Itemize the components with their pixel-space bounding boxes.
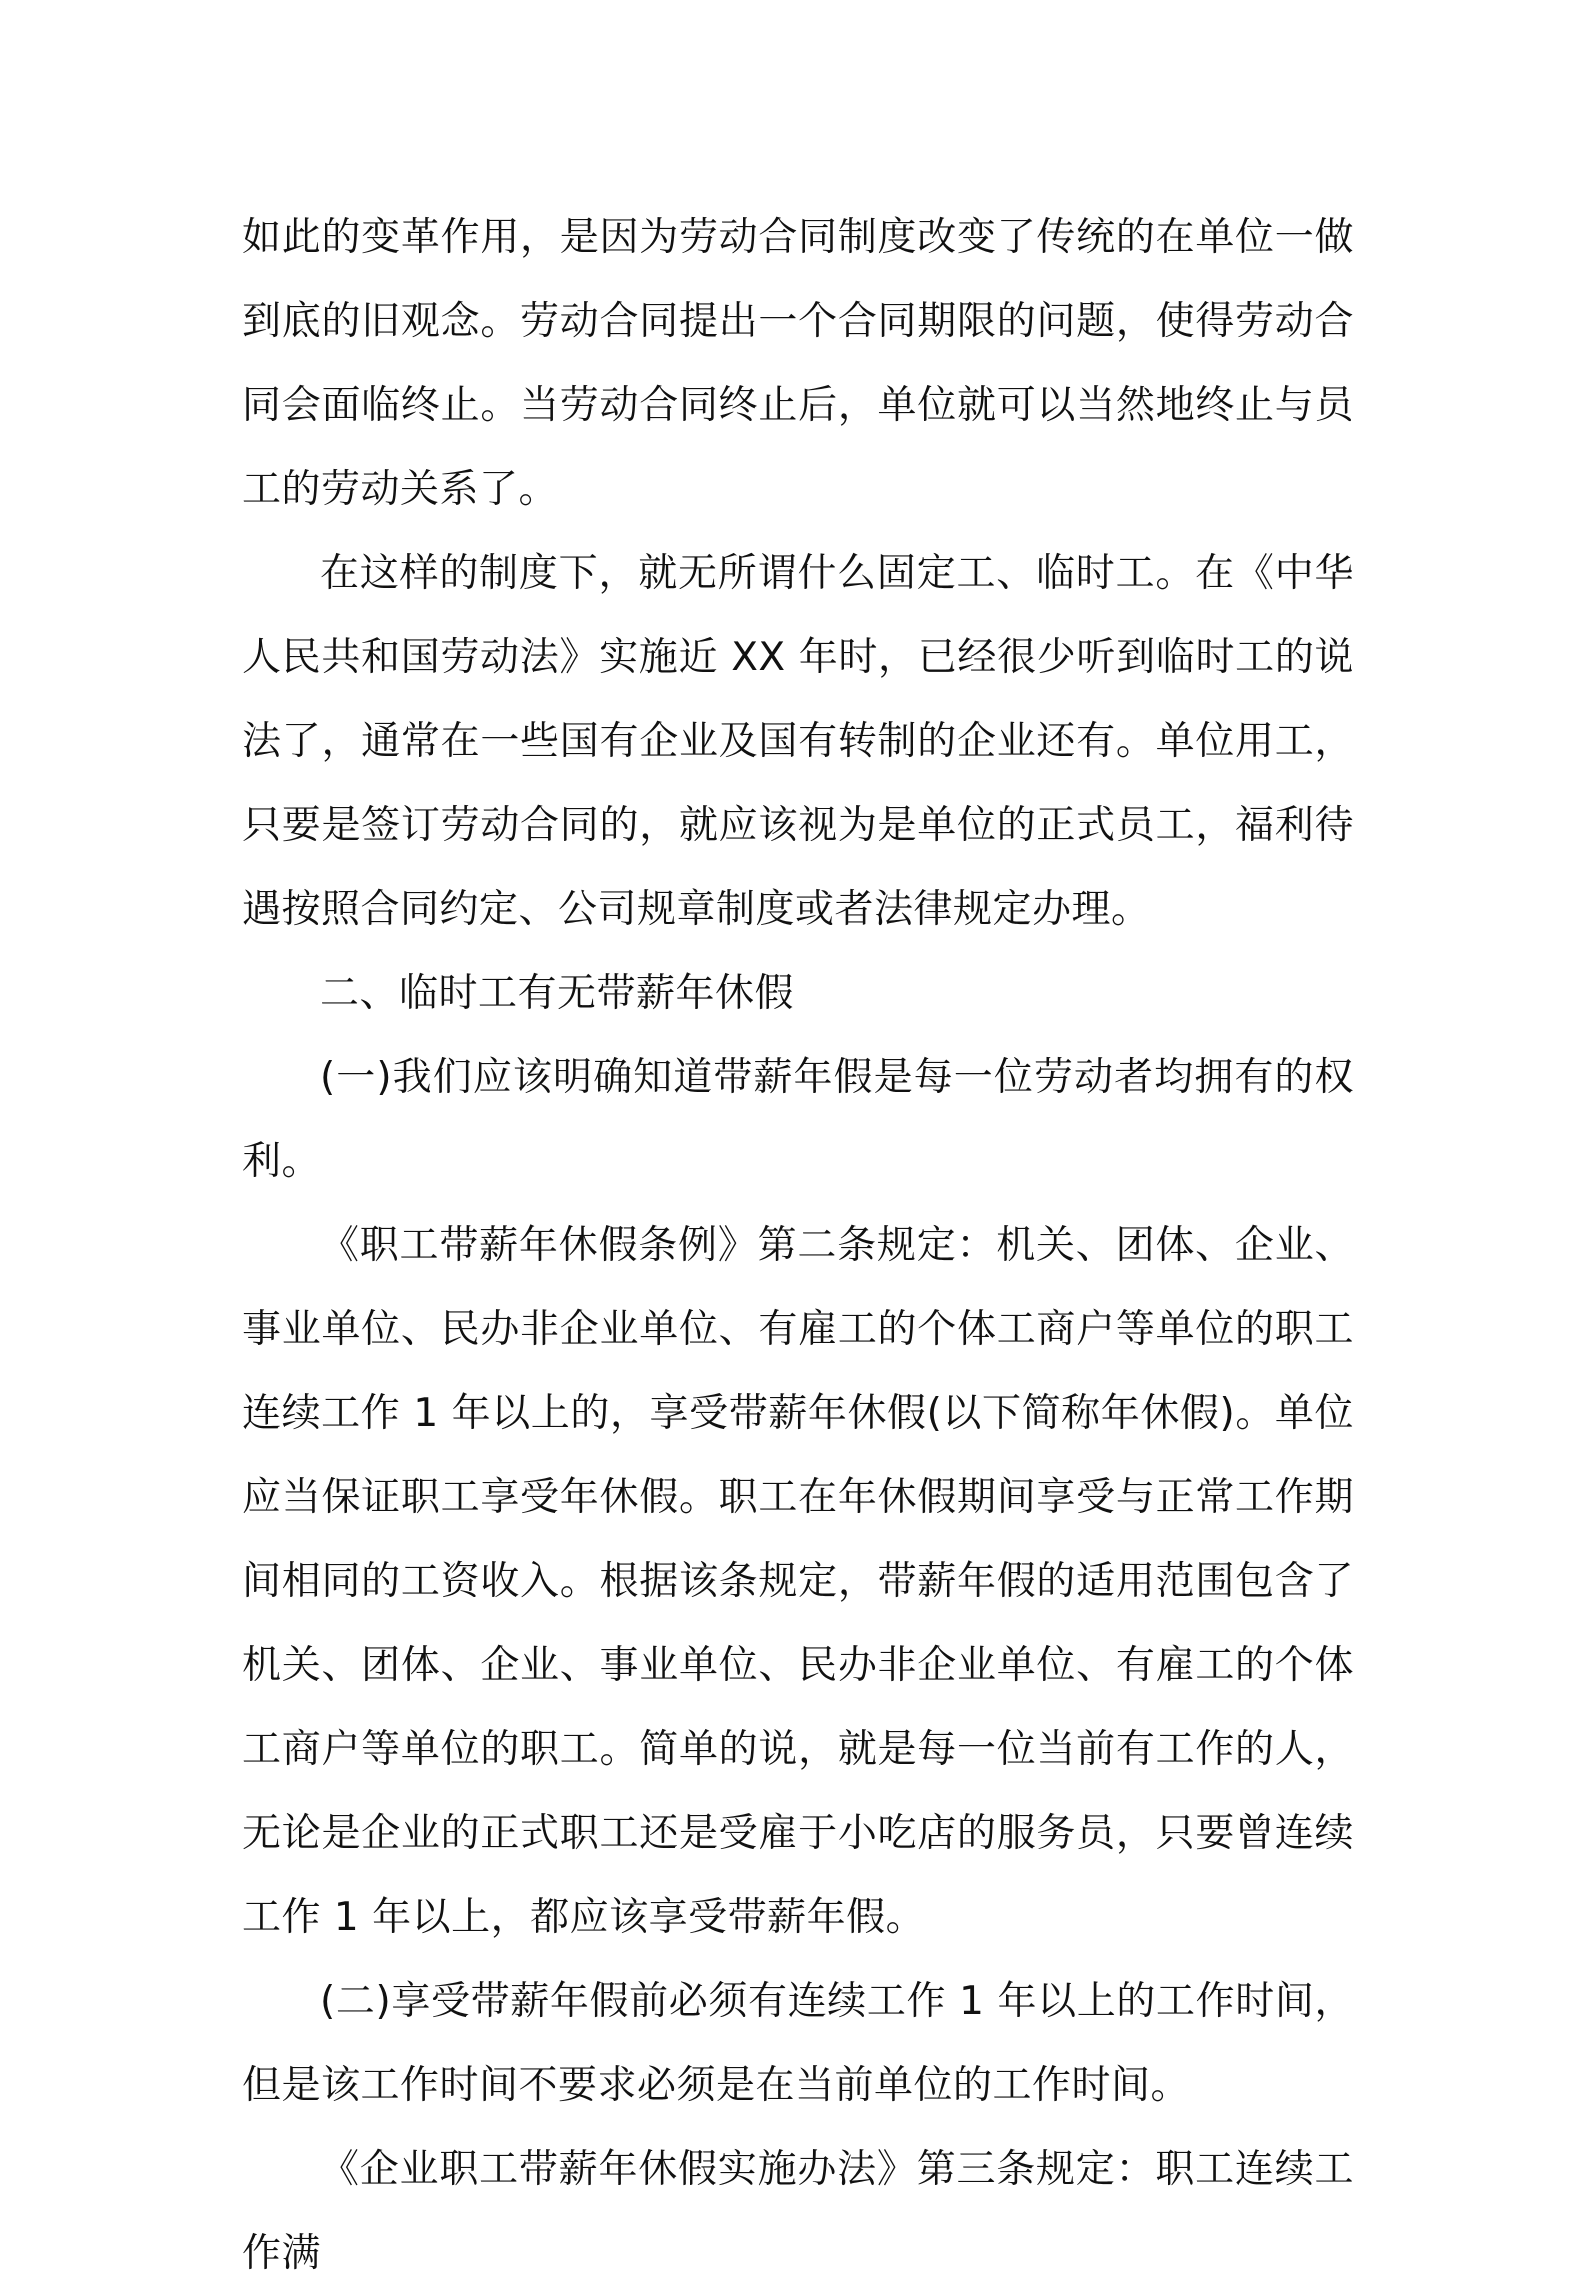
paragraph-labor-contract-change: 如此的变革作用，是因为劳动合同制度改变了传统的在单位一做到底的旧观念。劳动合同提出一个合同期限的问题，使得劳动合同会面临终止。当劳动合同终止后，单位就可以当然地终止与员工的劳动关系了。 (242, 215, 1354, 512)
subsection-heading-2: (二)享受带薪年假前必须有连续工作 1 年以上的工作时间，但是该工作时间不要求必须是在当前单位的工作时间。 (242, 1979, 1354, 2108)
paragraph-no-temporary-workers: 在这样的制度下，就无所谓什么固定工、临时工。在《中华人民共和国劳动法》实施近 XX 年时，已经很少听到临时工的说法了，通常在一些国有企业及国有转制的企业还有。单位用工，只要是签订劳动合同的，就应该视为是单位的正式员工，福利待遇按照合同约定、公司规章制度或者法律规定办理。 (242, 551, 1354, 932)
document-body (242, 196, 1354, 2296)
subsection-heading-1: (一)我们应该明确知道带薪年假是每一位劳动者均拥有的权利。 (242, 1055, 1354, 1184)
paragraph-regulation-article-3: 《企业职工带薪年休假实施办法》第三条规定：职工连续工作满 (242, 2147, 1354, 2276)
paragraph-regulation-article-2: 《职工带薪年休假条例》第二条规定：机关、团体、企业、事业单位、民办非企业单位、有雇工的个体工商户等单位的职工连续工作 1 年以上的，享受带薪年休假(以下简称年休假)。单位应当保证职工享受年休假。职工在年休假期间享受与正常工作期间相同的工资收入。根据该条规定，带薪年假的适用范围包含了机关、团体、企业、事业单位、民办非企业单位、有雇工的个体工商户等单位的职工。简单的说，就是每一位当前有工作的人，无论是企业的正式职工还是受雇于小吃店的服务员，只要曾连续工作 1 年以上，都应该享受带薪年假。 (242, 1223, 1354, 1940)
section-heading-paid-leave: 二、临时工有无带薪年休假 (320, 971, 795, 1016)
